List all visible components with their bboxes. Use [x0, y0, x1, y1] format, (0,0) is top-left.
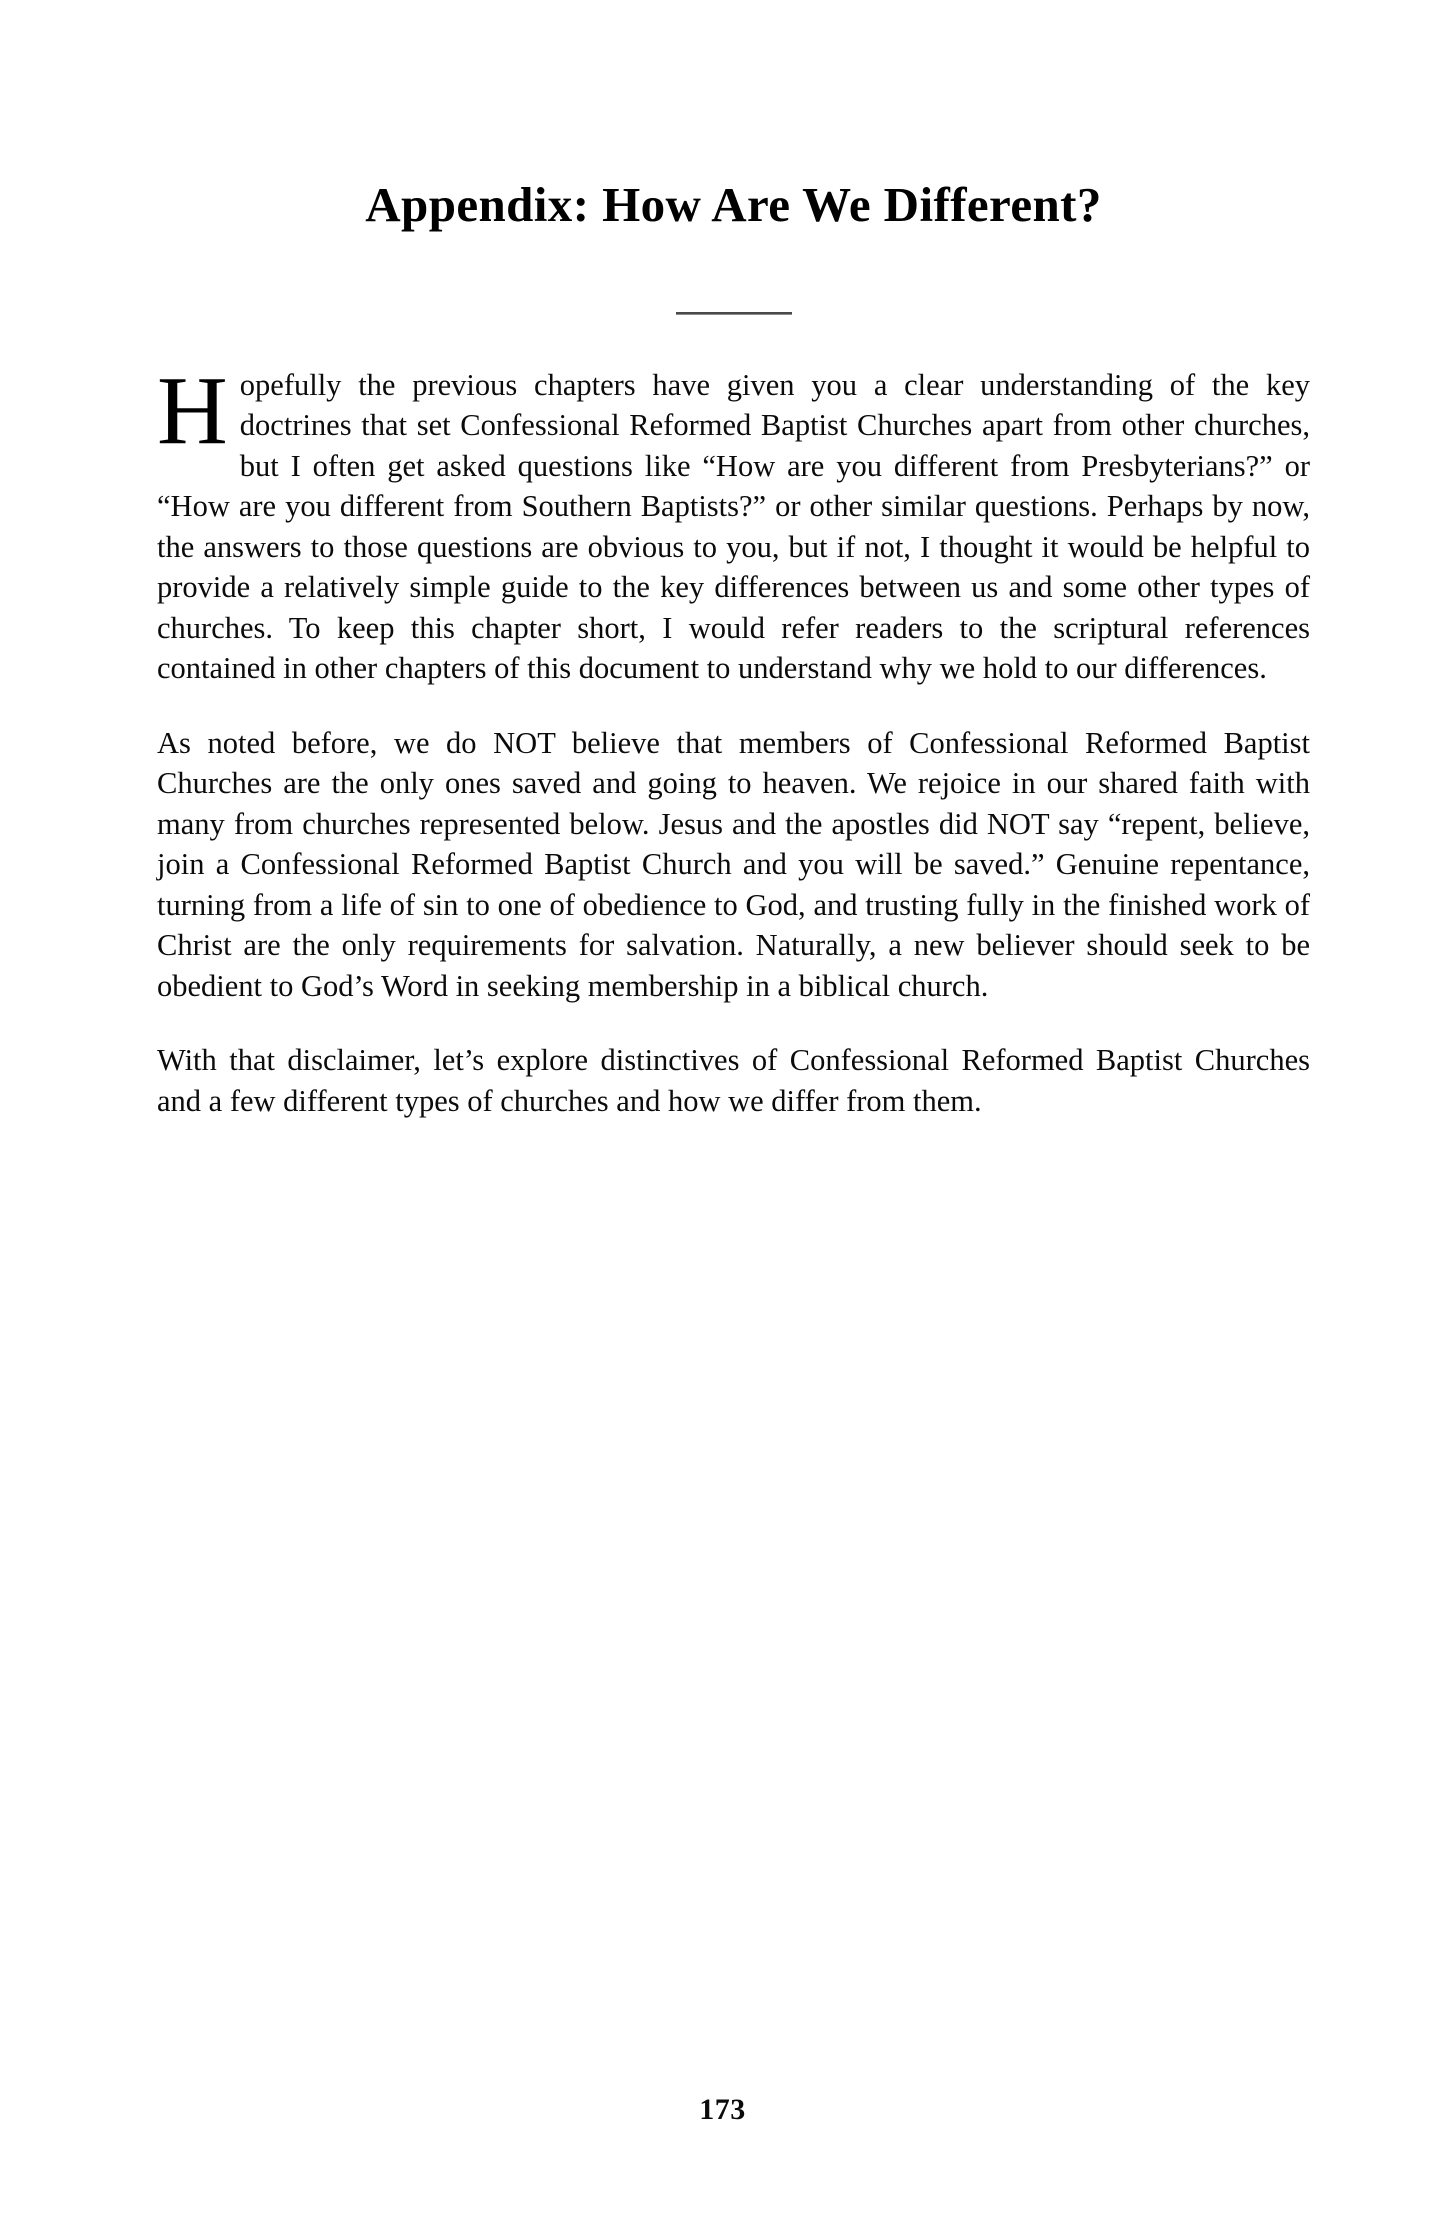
text-column: [157, 0, 1310, 1121]
paragraph-intro: Hopefully the previous chapters have given you a clear understanding of the key doctrines that set Confessional Reformed Baptist Churches apart from other churches, but I often get asked questions like “How are you different from Presbyterians?” or “How are you different from Southern Baptists?” or other similar questions. Perhaps by now, the answers to those questions are obvious to you, but if not, I thought it would be helpful to provide a relatively simple guide to the key differences between us and some other types of churches. To keep this chapter short, I would refer readers to the scriptural references contained in other chapters of this document to understand why we hold to our differences.: [157, 356, 1310, 686]
body-text: [157, 356, 1310, 1122]
section-ornament: [157, 307, 1310, 321]
paragraph-disclaimer: As noted before, we do NOT believe that members of Confessional Reformed Baptist Churches are the only ones saved and going to heaven. We rejoice in our shared faith with many from churches represented below. Jesus and the apostles did NOT say “repent, believe, join a Confessional Reformed Baptist Church and you will be saved.” Genuine repentance, turning from a life of sin to one of obedience to God, and trusting fully in the finished work of Christ are the only requirements for salvation. Naturally, a new believer should seek to be obedient to God’s Word in seeking membership in a biblical church.: [157, 725, 1310, 1003]
paragraph-transition: With that disclaimer, let’s explore distinctives of Confessional Reformed Baptist Churches and a few different types of churches and how we differ from them.: [157, 1043, 1310, 1118]
horizontal-rule-icon: [676, 312, 792, 315]
page-title: Appendix: How Are We Different?: [365, 177, 1102, 232]
page-number: 173: [699, 2093, 746, 2126]
